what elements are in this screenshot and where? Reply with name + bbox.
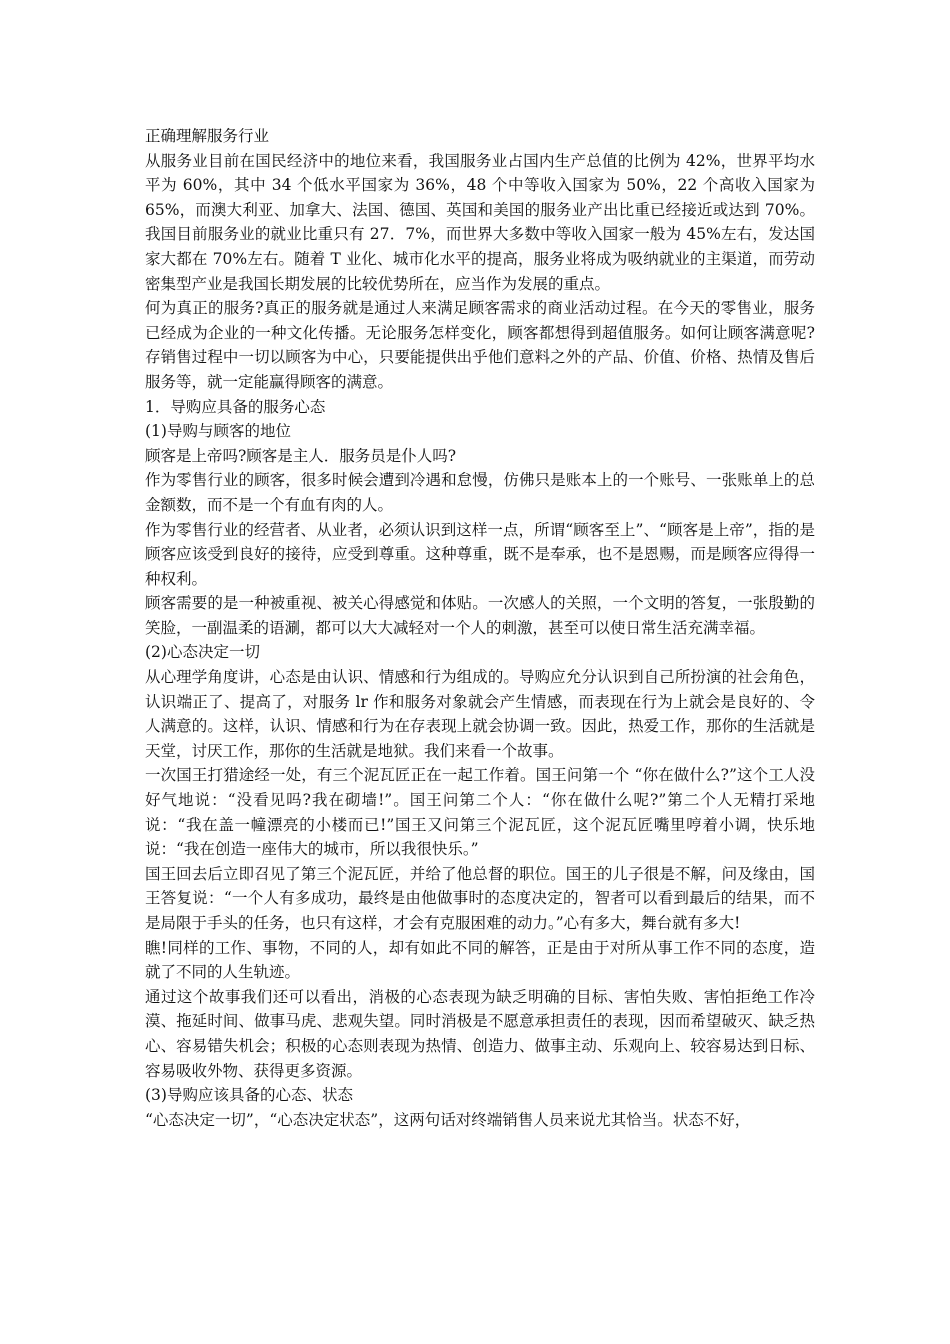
section-heading: 1．导购应具备的服务心态 <box>145 397 326 416</box>
paragraph: 从心理学角度讲，心态是由认识、情感和行为组成的。导购应允分认识到自己所扮演的社会角色，认识端正了、提高了，对服务 lr 作和服务对象就会产生情感，而表现在行为上就会是良好的、令人满意的。这样，认识、情感和行为在存表现上就会协调一致。因此，热爱工作，那你的生活就是天堂，讨厌工作，那你的生活就是地狱。我们来看一个故事。 <box>145 668 815 760</box>
paragraph: 国王回去后立即召见了第三个泥瓦匠，并给了他总督的职位。国王的儿子很是不解，问及缘由，国王答复说：“一个人有多成功，最终是由他做事时的态度决定的，智者可以看到最后的结果，而不是局限于手头的任务，也只有这样，才会有克服困难的动力。”心有多大，舞台就有多大! <box>145 864 815 932</box>
paragraph: 顾客是上帝吗?顾客是主人．服务员是仆人吗? <box>145 446 457 465</box>
paragraph: 作为零售行业的经营者、从业者，必须认识到这样一点，所谓“顾客至上”、“顾客是上帝”，指的是顾客应该受到良好的接待，应受到尊重。这种尊重，既不是奉承，也不是恩赐，而是顾客应得得一种权利。 <box>145 520 815 588</box>
paragraph: 作为零售行业的顾客，很多时候会遭到冷遇和怠慢，仿佛只是账本上的一个账号、一张账单上的总金额数，而不是一个有血有肉的人。 <box>145 471 815 514</box>
subsection-heading: (2)心态决定一切 <box>145 643 260 662</box>
paragraph: 从服务业目前在国民经济中的地位来看，我国服务业占国内生产总值的比例为 42%，世界平均水平为 60%，其中 34 个低水平国家为 36%，48 个中等收入国家为 50%，22 个高收入国家为 65%，而澳大利亚、加拿大、法国、德国、英国和美国的服务业产出比重已经接近或达到 70%。我国目前服务业的就业比重只有 27．7%，而世界大多数中等收入国家一般为 45%左右，发达国家大都在 70%左右。随着 T 业化、城市化水平的提高，服务业将成为吸纳就业的主渠道，而劳动密集型产业是我国长期发展的比较优势所在，应当作为发展的重点。 <box>145 151 815 293</box>
paragraph: 通过这个故事我们还可以看出，消极的心态表现为缺乏明确的目标、害怕失败、害怕拒绝工作冷漠、拖延时间、做事马虎、悲观失望。同时消极是不愿意承担责任的表现，因而希望破灭、缺乏热心、容易错失机会；积极的心态则表现为热情、创造力、做事主动、乐观向上、较容易达到日标、容易吸收外物、获得更多资源。 <box>145 987 815 1080</box>
paragraph: 瞧!同样的工作、事物，不同的人，却有如此不同的解答，正是由于对所从事工作不同的态度，造就了不同的人生轨迹。 <box>145 938 815 982</box>
subsection-heading: (3)导购应该具备的心态、状态 <box>145 1086 353 1105</box>
paragraph: 一次国王打猎途经一处，有三个泥瓦匠正在一起工作着。国王问第一个 “你在做什么?”这个工人没好气地说：“没看见吗?我在砌墙!”。国王问第二个人：“你在做什么呢?”第二个人无精打采地说：“我在盖一幢漂亮的小楼而已!”国王又问第三个泥瓦匠，这个泥瓦匠嘴里哼着小调，快乐地说：“我在创造一座伟大的城市，所以我很快乐。” <box>145 766 815 859</box>
document-title: 正确理解服务行业 <box>145 127 270 145</box>
document-body <box>145 124 815 1132</box>
paragraph: 顾客需要的是一种被重视、被关心得感觉和体贴。一次感人的关照，一个文明的答复，一张殷勤的笑脸，一副温柔的语涮，都可以大大减轻对一个人的刺激，甚至可以使日常生活充满幸福。 <box>145 594 815 637</box>
subsection-heading: (1)导购与顾客的地位 <box>145 422 291 441</box>
paragraph: “心态决定一切”，“心态决定状态”，这两句话对终端销售人员来说尤其恰当。状态不好， <box>145 1110 751 1129</box>
paragraph: 何为真正的服务?真正的服务就是通过人来满足顾客需求的商业活动过程。在今天的零售业，服务已经成为企业的一种文化传播。无论服务怎样变化，顾客都想得到超值服务。如何让顾客满意呢?存销售过程中一切以顾客为中心，只要能提供出乎他们意料之外的产品、价值、价格、热情及售后服务等，就一定能赢得顾客的满意。 <box>145 299 815 391</box>
